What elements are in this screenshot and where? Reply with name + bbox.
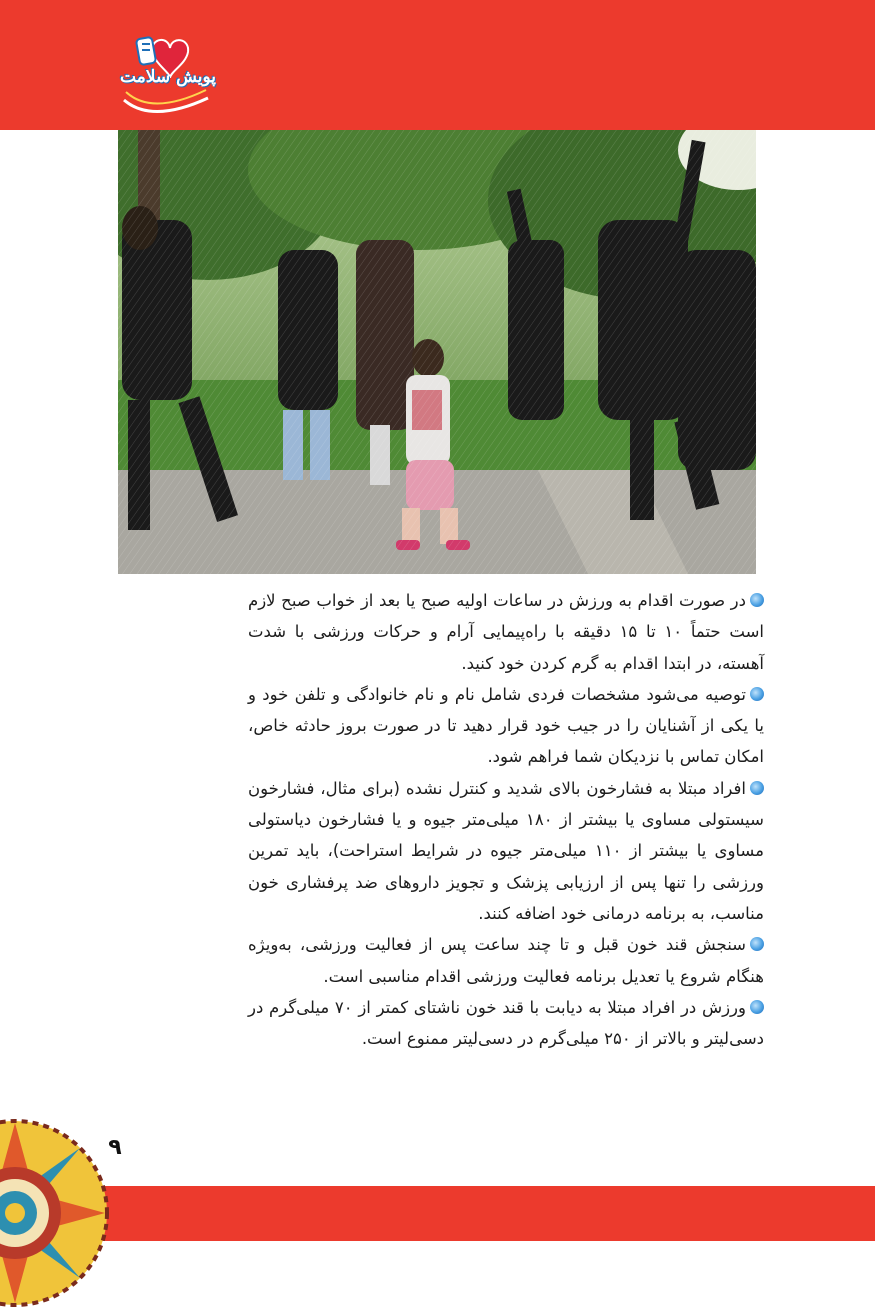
mandala-ornament-icon: [0, 1118, 110, 1308]
paragraph-diabetes: [248, 992, 764, 1055]
bullet-icon: [750, 781, 764, 795]
paragraph-text: توصیه می‌شود مشخصات فردی شامل نام و نام خانوادگی و تلفن خود و یا یکی از آشنایان را در جیب خود قرار دهید تا در صورت بروز حادثه خاص، امکان تماس با نزدیکان شما فراهم شود.: [248, 684, 764, 767]
paragraph-text: افراد مبتلا به فشارخون بالای شدید و کنترل نشده (برای مثال، فشارخون سیستولی مساوی یا بیشتر از ۱۸۰ میلی‌متر جیوه و یا فشارخون دیاستولی مساوی یا بیشتر از ۱۱۰ میلی‌متر جیوه در شرایط استراحت)، باید تمرین ورزشی را تنها پس از ارزیابی پزشک و تجویز داروهای ضد پرفشاری خون مناسب، به برنامه درمانی خود اضافه کنند.: [248, 778, 764, 923]
paragraph-text: در صورت اقدام به ورزش در ساعات اولیه صبح یا بعد از خواب صبح لازم است حتماً ۱۰ تا ۱۵ دقیقه با راه‌پیمایی آرام و حرکات ورزشی با شدت آهسته، در ابتدا اقدام به گرم کردن خود کنید.: [248, 591, 764, 673]
bullet-icon: [750, 1000, 764, 1014]
page-number: ۹: [108, 1135, 122, 1160]
paragraph-warmup: [248, 585, 764, 679]
paragraph-text: ورزش در افراد مبتلا به دیابت با قند خون ناشتای کمتر از ۷۰ میلی‌گرم در دسی‌لیتر و بالاتر از ۲۵۰ میلی‌گرم در دسی‌لیتر ممنوع است.: [248, 997, 764, 1049]
bullet-icon: [750, 593, 764, 607]
bullet-icon: [750, 687, 764, 701]
logo: [112, 28, 224, 126]
body-text: [248, 585, 764, 1130]
logo-text: پویش سلامت: [119, 67, 217, 87]
bullet-icon: [750, 937, 764, 951]
footer-band: [0, 1186, 875, 1241]
paragraph-text: سنجش قند خون قبل و تا چند ساعت پس از فعالیت ورزشی، به‌ویژه هنگام شروع یا تعدیل برنامه فعالیت ورزشی اقدام مناسبی است.: [248, 935, 764, 986]
photo-of-group-exercising-in-park: [118, 130, 756, 574]
paragraph-blood-sugar: [248, 929, 764, 992]
photo-group-exercise: [118, 130, 756, 574]
paragraph-hypertension: [248, 773, 764, 929]
paragraph-identification: [248, 679, 764, 773]
